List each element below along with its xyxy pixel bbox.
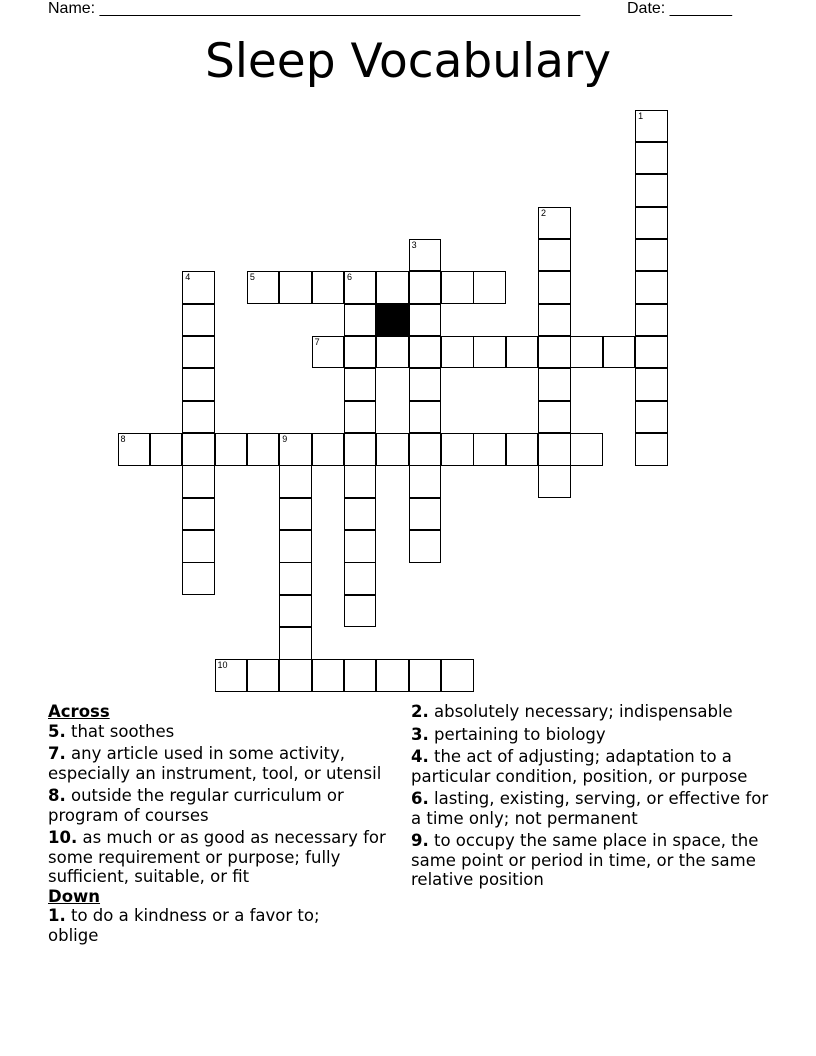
grid-cell[interactable] [409, 304, 442, 337]
grid-cell[interactable] [279, 271, 312, 304]
grid-cell[interactable] [538, 207, 571, 240]
down-heading: Down [48, 886, 101, 906]
clues-column-right [411, 702, 781, 893]
grid-cell[interactable] [441, 271, 474, 304]
grid-cell[interactable] [441, 336, 474, 369]
down-clue: 9. to occupy the same place in space, the same point or period in time, or the same relative position [411, 831, 759, 889]
grid-cell[interactable] [182, 562, 215, 595]
grid-cell[interactable] [118, 433, 151, 466]
grid-cell[interactable] [344, 433, 377, 466]
grid-cell[interactable] [344, 304, 377, 337]
grid-cell[interactable] [538, 271, 571, 304]
grid-cell[interactable] [344, 336, 377, 369]
grid-cell[interactable] [344, 271, 377, 304]
across-clue: 8. outside the regular curriculum or program of courses [48, 786, 344, 825]
grid-cell[interactable] [344, 465, 377, 498]
grid-cell[interactable] [182, 433, 215, 466]
grid-cell[interactable] [635, 368, 668, 401]
clue-number: 7 [314, 336, 320, 347]
grid-cell[interactable] [409, 530, 442, 563]
grid-cell[interactable] [182, 336, 215, 369]
grid-cell[interactable] [409, 465, 442, 498]
down-clue: 6. lasting, existing, serving, or effective for a time only; not permanent [411, 789, 769, 828]
grid-cell[interactable] [635, 239, 668, 272]
across-heading: Across [48, 702, 110, 721]
grid-cell[interactable] [182, 465, 215, 498]
grid-cell[interactable] [279, 595, 312, 628]
clue-number: 8 [120, 434, 126, 444]
grid-cell[interactable] [409, 239, 442, 272]
grid-cell[interactable] [279, 498, 312, 531]
grid-cell[interactable] [538, 336, 571, 369]
grid-cell[interactable] [182, 304, 215, 337]
grid-cell[interactable] [312, 271, 345, 304]
grid-cell[interactable] [441, 659, 474, 692]
grid-cell[interactable] [279, 562, 312, 595]
name-field-label: Name: ______________________________________________________ [48, 0, 581, 17]
grid-cell[interactable] [570, 336, 603, 369]
grid-cell[interactable] [344, 530, 377, 563]
grid-cell[interactable] [312, 336, 345, 369]
grid-cell[interactable] [279, 433, 312, 466]
grid-cell[interactable] [312, 433, 345, 466]
down-clue: 2. absolutely necessary; indispensable [411, 702, 733, 721]
grid-cell[interactable] [635, 110, 668, 143]
down-clue: 4. the act of adjusting; adaptation to a particular condition, position, or purpose [411, 747, 748, 786]
down-clue: 1. to do a kindness or a favor to; oblige [48, 906, 320, 945]
grid-cell[interactable] [635, 433, 668, 466]
grid-cell[interactable] [635, 271, 668, 304]
grid-cell[interactable] [182, 271, 215, 304]
grid-cell[interactable] [473, 271, 506, 304]
clue-number: 3 [411, 239, 417, 250]
date-field-label: Date: _______ [627, 0, 732, 17]
grid-cell[interactable] [409, 368, 442, 401]
grid-cell[interactable] [344, 562, 377, 595]
clue-number: 9 [282, 434, 288, 444]
grid-cell[interactable] [182, 498, 215, 531]
grid-cell[interactable] [409, 433, 442, 466]
grid-cell[interactable] [635, 304, 668, 337]
grid-cell[interactable] [279, 530, 312, 563]
grid-cell[interactable] [182, 530, 215, 563]
grid-cell[interactable] [635, 142, 668, 175]
grid-cell[interactable] [312, 659, 345, 692]
grid-cell[interactable] [279, 465, 312, 498]
grid-cell[interactable] [344, 595, 377, 628]
grid-cell[interactable] [279, 659, 312, 692]
grid-cell[interactable] [538, 368, 571, 401]
grid-cell[interactable] [182, 401, 215, 434]
grid-cell[interactable] [409, 271, 442, 304]
grid-cell[interactable] [344, 368, 377, 401]
clue-number: 1 [638, 110, 644, 121]
grid-cell[interactable] [635, 207, 668, 240]
grid-cell[interactable] [279, 627, 312, 660]
clue-number: 2 [541, 207, 547, 218]
grid-cell[interactable] [247, 659, 280, 692]
grid-cell[interactable] [376, 271, 409, 304]
grid-cell[interactable] [215, 433, 248, 466]
grid-cell[interactable] [635, 174, 668, 207]
grid-cell[interactable] [441, 433, 474, 466]
grid-block [376, 304, 409, 337]
page-title: Sleep Vocabulary [204, 34, 612, 89]
grid-cell[interactable] [409, 659, 442, 692]
down-clue: 3. pertaining to biology [411, 724, 606, 744]
clue-number: 10 [217, 660, 228, 671]
grid-cell[interactable] [344, 659, 377, 692]
grid-cell[interactable] [215, 659, 248, 692]
clue-number: 5 [249, 272, 255, 283]
grid-cell[interactable] [506, 336, 539, 369]
grid-cell[interactable] [409, 498, 442, 531]
grid-cell[interactable] [150, 433, 183, 466]
grid-cell[interactable] [376, 433, 409, 466]
grid-cell[interactable] [603, 336, 636, 369]
grid-cell[interactable] [409, 401, 442, 434]
grid-cell[interactable] [376, 336, 409, 369]
clues-column-left [48, 702, 413, 948]
grid-cell[interactable] [473, 336, 506, 369]
grid-cell[interactable] [570, 433, 603, 466]
grid-cell[interactable] [538, 401, 571, 434]
grid-cell[interactable] [538, 465, 571, 498]
grid-cell[interactable] [635, 336, 668, 369]
across-clue: 7. any article used in some activity, especially an instrument, tool, or utensil [48, 744, 382, 783]
grid-cell[interactable] [376, 659, 409, 692]
grid-cell[interactable] [506, 433, 539, 466]
grid-cell[interactable] [247, 271, 280, 304]
grid-cell[interactable] [538, 239, 571, 272]
grid-cell[interactable] [182, 368, 215, 401]
grid-cell[interactable] [344, 498, 377, 531]
grid-cell[interactable] [635, 401, 668, 434]
across-clue: 5. that soothes [48, 721, 175, 741]
clue-number: 4 [185, 272, 191, 283]
grid-cell[interactable] [247, 433, 280, 466]
grid-cell[interactable] [409, 336, 442, 369]
grid-cell[interactable] [344, 401, 377, 434]
clue-number: 6 [346, 272, 352, 283]
grid-cell[interactable] [538, 433, 571, 466]
grid-cell[interactable] [473, 433, 506, 466]
grid-cell[interactable] [538, 304, 571, 337]
across-clue: 10. as much or as good as necessary for some requirement or purpose; fully sufficient, suitable, or fit [48, 828, 386, 886]
